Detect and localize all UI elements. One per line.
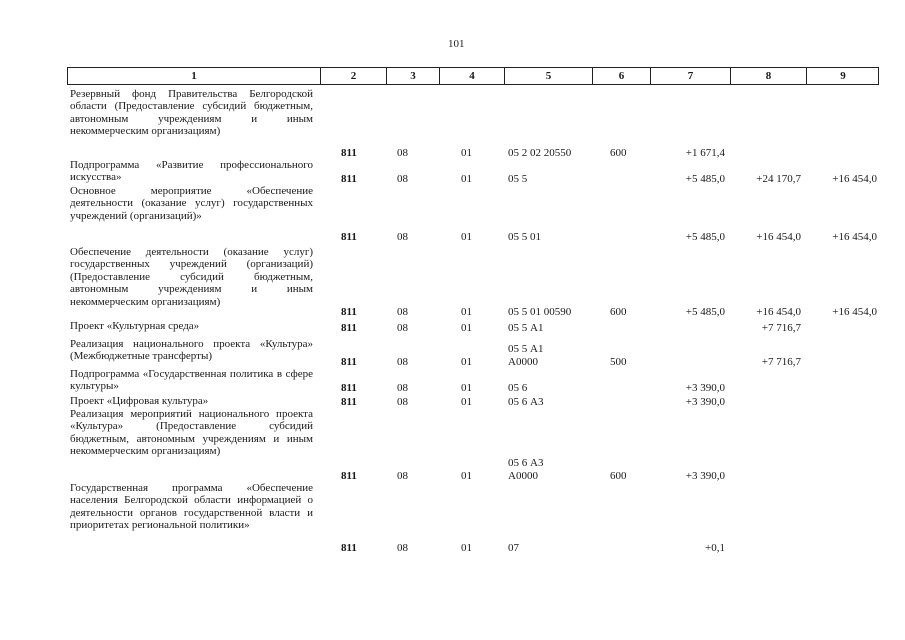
header-col-9: 9 <box>840 70 846 82</box>
page-number: 101 <box>448 38 465 50</box>
target-article-code: 05 6 А3 А0000 <box>508 457 544 482</box>
amount-col-8: +16 454,0 <box>756 305 801 318</box>
amount-col-7: +1 671,4 <box>685 146 725 159</box>
table-row <box>0 88 905 159</box>
section-code: 08 <box>397 469 408 482</box>
header-col-5: 5 <box>505 68 593 84</box>
row-description: Обеспечение деятельности (оказание услуг) государственных учреждений (организаций) (Предоставление субсидий бюджетным, автономным учреждениям и иным некоммерческим организациям) <box>70 246 313 308</box>
table-row <box>0 185 905 243</box>
grbs-code: 811 <box>341 146 357 159</box>
expense-type-code: 600 <box>610 146 627 159</box>
table-row <box>0 482 905 554</box>
subsection-code: 01 <box>461 381 472 394</box>
row-description: Подпрограмма «Государственная политика в сфере культуры» <box>70 368 313 393</box>
amount-col-7: +3 390,0 <box>685 469 725 482</box>
target-article-code: 05 5 01 00590 <box>508 305 572 318</box>
target-article-code: 05 5 01 <box>508 230 541 243</box>
amount-col-8: +7 716,7 <box>761 321 801 334</box>
section-code: 08 <box>397 381 408 394</box>
subsection-code: 01 <box>461 172 472 185</box>
table-row <box>0 159 905 185</box>
target-article-code: 07 <box>508 541 519 554</box>
table-row <box>0 368 905 394</box>
target-article-code: 05 5 <box>508 172 528 185</box>
amount-col-9: +16 454,0 <box>832 305 877 318</box>
amount-col-7: +0,1 <box>705 541 725 554</box>
amount-col-8: +24 170,7 <box>756 172 801 185</box>
amount-col-7: +5 485,0 <box>685 230 725 243</box>
subsection-code: 01 <box>461 469 472 482</box>
section-code: 08 <box>397 230 408 243</box>
expense-type-code: 600 <box>610 469 627 482</box>
section-code: 08 <box>397 305 408 318</box>
expense-type-code: 500 <box>610 355 627 368</box>
row-description: Основное мероприятие «Обеспечение деятельности (оказание услуг) государственных учреждений (организаций)» <box>70 185 313 222</box>
amount-col-9: +16 454,0 <box>832 230 877 243</box>
table-row <box>0 320 905 334</box>
target-article-code: 05 5 А1 А0000 <box>508 343 544 368</box>
grbs-code: 811 <box>341 305 357 318</box>
grbs-code: 811 <box>341 395 357 408</box>
subsection-code: 01 <box>461 541 472 554</box>
amount-col-8: +7 716,7 <box>761 355 801 368</box>
header-col-2: 2 <box>321 68 387 84</box>
amount-col-7: +3 390,0 <box>685 395 725 408</box>
row-description: Подпрограмма «Развитие профессионального искусства» <box>70 159 313 184</box>
subsection-code: 01 <box>461 146 472 159</box>
table-header <box>67 67 879 85</box>
amount-col-8: +16 454,0 <box>756 230 801 243</box>
amount-col-7: +5 485,0 <box>685 172 725 185</box>
header-col-7: 7 <box>651 68 731 84</box>
grbs-code: 811 <box>341 355 357 368</box>
subsection-code: 01 <box>461 395 472 408</box>
grbs-code: 811 <box>341 172 357 185</box>
header-col-8: 8 <box>731 68 807 84</box>
section-code: 08 <box>397 321 408 334</box>
target-article-code: 05 6 <box>508 381 528 394</box>
table-row <box>0 338 905 368</box>
expense-type-code: 600 <box>610 305 627 318</box>
row-description: Реализация национального проекта «Культура» (Межбюджетные трансферты) <box>70 338 313 363</box>
header-col-6: 6 <box>593 68 651 84</box>
table-row <box>0 408 905 482</box>
section-code: 08 <box>397 395 408 408</box>
row-description: Реализация мероприятий национального проекта «Культура» (Предоставление субсидий бюджетным, автономным учреждениям и иным некоммерческим организациям) <box>70 408 313 458</box>
table-row <box>0 395 905 408</box>
subsection-code: 01 <box>461 230 472 243</box>
header-col-1: 1 <box>68 68 321 84</box>
grbs-code: 811 <box>341 321 357 334</box>
section-code: 08 <box>397 172 408 185</box>
section-code: 08 <box>397 541 408 554</box>
row-description: Резервный фонд Правительства Белгородской области (Предоставление субсидий бюджетным, автономным учреждениям и иным некоммерческим организациям) <box>70 88 313 138</box>
subsection-code: 01 <box>461 355 472 368</box>
row-description: Проект «Цифровая культура» <box>70 395 209 407</box>
table-row <box>0 246 905 318</box>
target-article-code: 05 2 02 20550 <box>508 146 572 159</box>
header-col-3: 3 <box>387 68 440 84</box>
section-code: 08 <box>397 146 408 159</box>
grbs-code: 811 <box>341 469 357 482</box>
grbs-code: 811 <box>341 541 357 554</box>
amount-col-9: +16 454,0 <box>832 172 877 185</box>
grbs-code: 811 <box>341 381 357 394</box>
header-col-4: 4 <box>440 68 505 84</box>
row-description: Государственная программа «Обеспечение населения Белгородской области информацией о деятельности органов государственной власти и приоритетах региональной политики» <box>70 482 313 532</box>
subsection-code: 01 <box>461 305 472 318</box>
section-code: 08 <box>397 355 408 368</box>
amount-col-7: +3 390,0 <box>685 381 725 394</box>
target-article-code: 05 6 А3 <box>508 395 544 408</box>
subsection-code: 01 <box>461 321 472 334</box>
amount-col-7: +5 485,0 <box>685 305 725 318</box>
row-description: Проект «Культурная среда» <box>70 320 200 332</box>
grbs-code: 811 <box>341 230 357 243</box>
target-article-code: 05 5 А1 <box>508 321 544 334</box>
